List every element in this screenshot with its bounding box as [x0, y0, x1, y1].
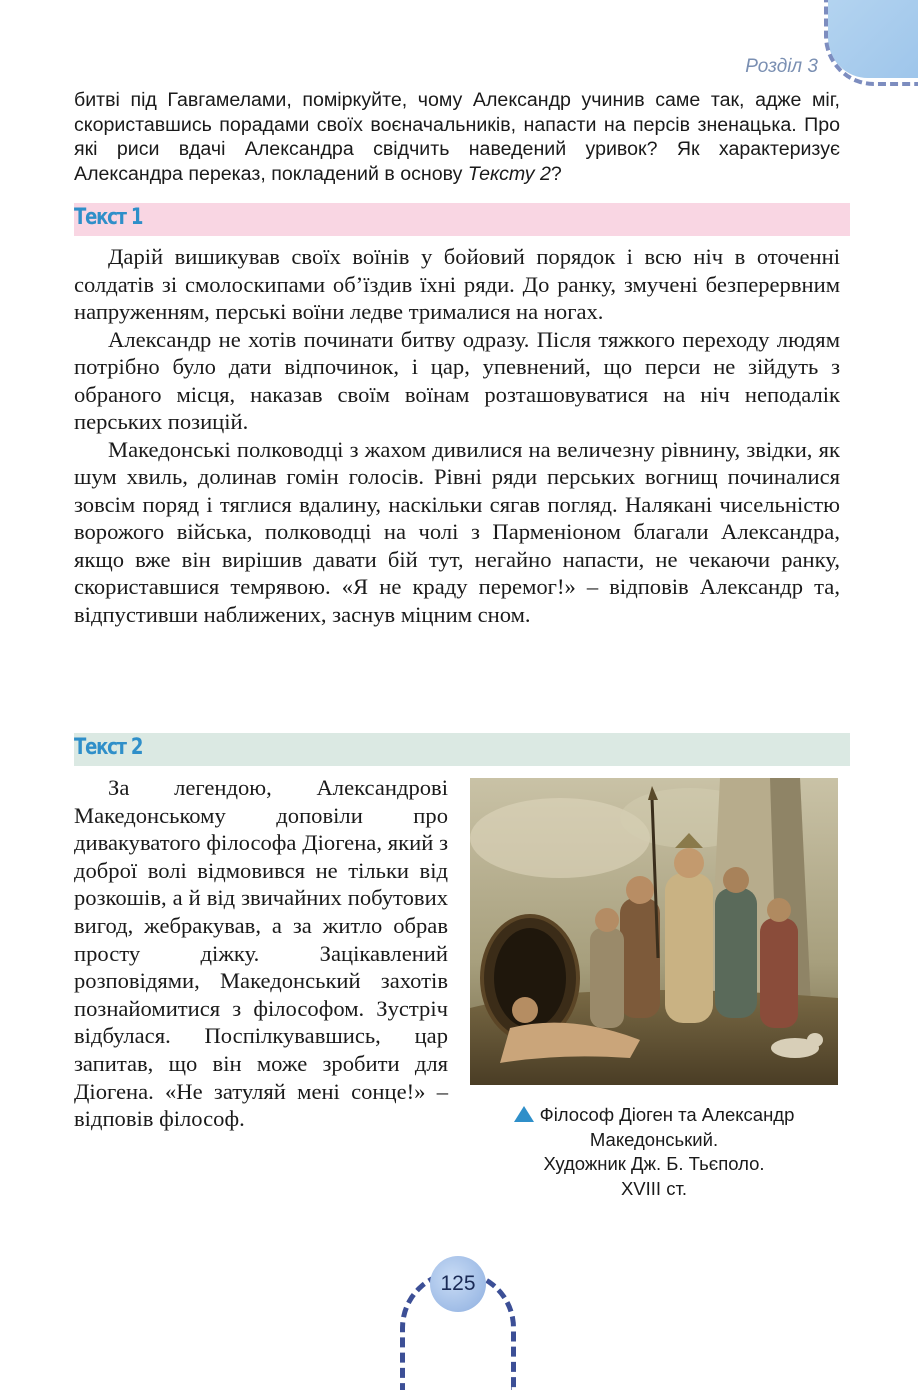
painting-image [470, 778, 838, 1085]
triangle-marker-icon [514, 1106, 534, 1122]
intro-paragraph [74, 88, 840, 186]
intro-text-end: ? [550, 162, 562, 185]
intro-italic-ref: Тексту 2 [467, 162, 551, 185]
caption-line-text: Філософ Діоген та Александр [539, 1104, 795, 1125]
caption-line: Македонський. [589, 1128, 719, 1150]
figure-caption [470, 1103, 838, 1201]
text2-body [74, 774, 448, 1133]
page-number: 125 [430, 1256, 486, 1312]
text1-heading-bar [74, 203, 850, 236]
text2-heading: Текст 2 [74, 735, 143, 760]
text2-paragraph: За легендою, Александрові Македонському доповіли про дивакуватого філософа Діогена, який з доброї волі відмовився не тільки від розкошів, а й від звичайних побутових вигод, жебракував, а за житло обрав просту діжку. Зацікавлений розповідями, Македонський захотів познайомитися з філософом. Зустріч відбулася. Поспілкувавшись, цар запитав, що він може зробити для Діогена. «Не затуляй мені сонце!» – відповів філософ. [74, 775, 448, 1132]
section-label: Розділ 3 [745, 56, 818, 77]
text1-body [74, 243, 840, 628]
text1-paragraph: Македонські полководці з жахом дивилися на величезну рівнину, звідки, як шум хвиль, долинав гомін голосів. Рівні ряди перських вогнищ починалися зовсім поряд і тяглися вдалину, наскільки сягав погляд. Налякані чисельністю ворожого війська, полководці на чолі з Парменіоном благали Александра, якщо вже він вирішив давати бій тут, негайно напасти, не чекаючи ранку, скориставшися темрявою. «Я не краду перемог!» – відповів Александр та, відпустивши наближених, заснув міцним сном. [74, 436, 840, 627]
caption-line: Художник Дж. Б. Тьєполо. [543, 1153, 765, 1174]
caption-line [470, 1103, 838, 1128]
text1-heading: Текст 1 [74, 205, 143, 230]
text1-paragraph: Александр не хотів починати битву одразу. Після тяжкого переходу людям потрібно було дати відпочинок, і цар, упевнений, що перси не зійдуть з обраного місця, наказав своїм воїнам розташовуватися на ніч неподалік перських позицій. [74, 326, 840, 434]
text1-paragraph: Дарій вишикував своїх воїнів у бойовий порядок і всю ніч в оточенні солдатів зі смолоскипами об’їздив їхні ряди. До ранку, змучені безперервним напруженням, перські воїни ледве трималися на ногах. [74, 244, 840, 324]
caption-line: XVIII ст. [620, 1177, 688, 1199]
text2-heading-bar [74, 733, 850, 766]
intro-text: битві під Гавгамелами, поміркуйте, чому Александр учинив саме так, адже міг, скориставшись порадами своїх воєначальників, напасти на персів зненацька. Про які риси вдачі Александра свідчить наведений уривок? Як характеризує Александра переказ, покладений в основу [74, 89, 840, 185]
corner-dashed-outline [824, 0, 918, 86]
